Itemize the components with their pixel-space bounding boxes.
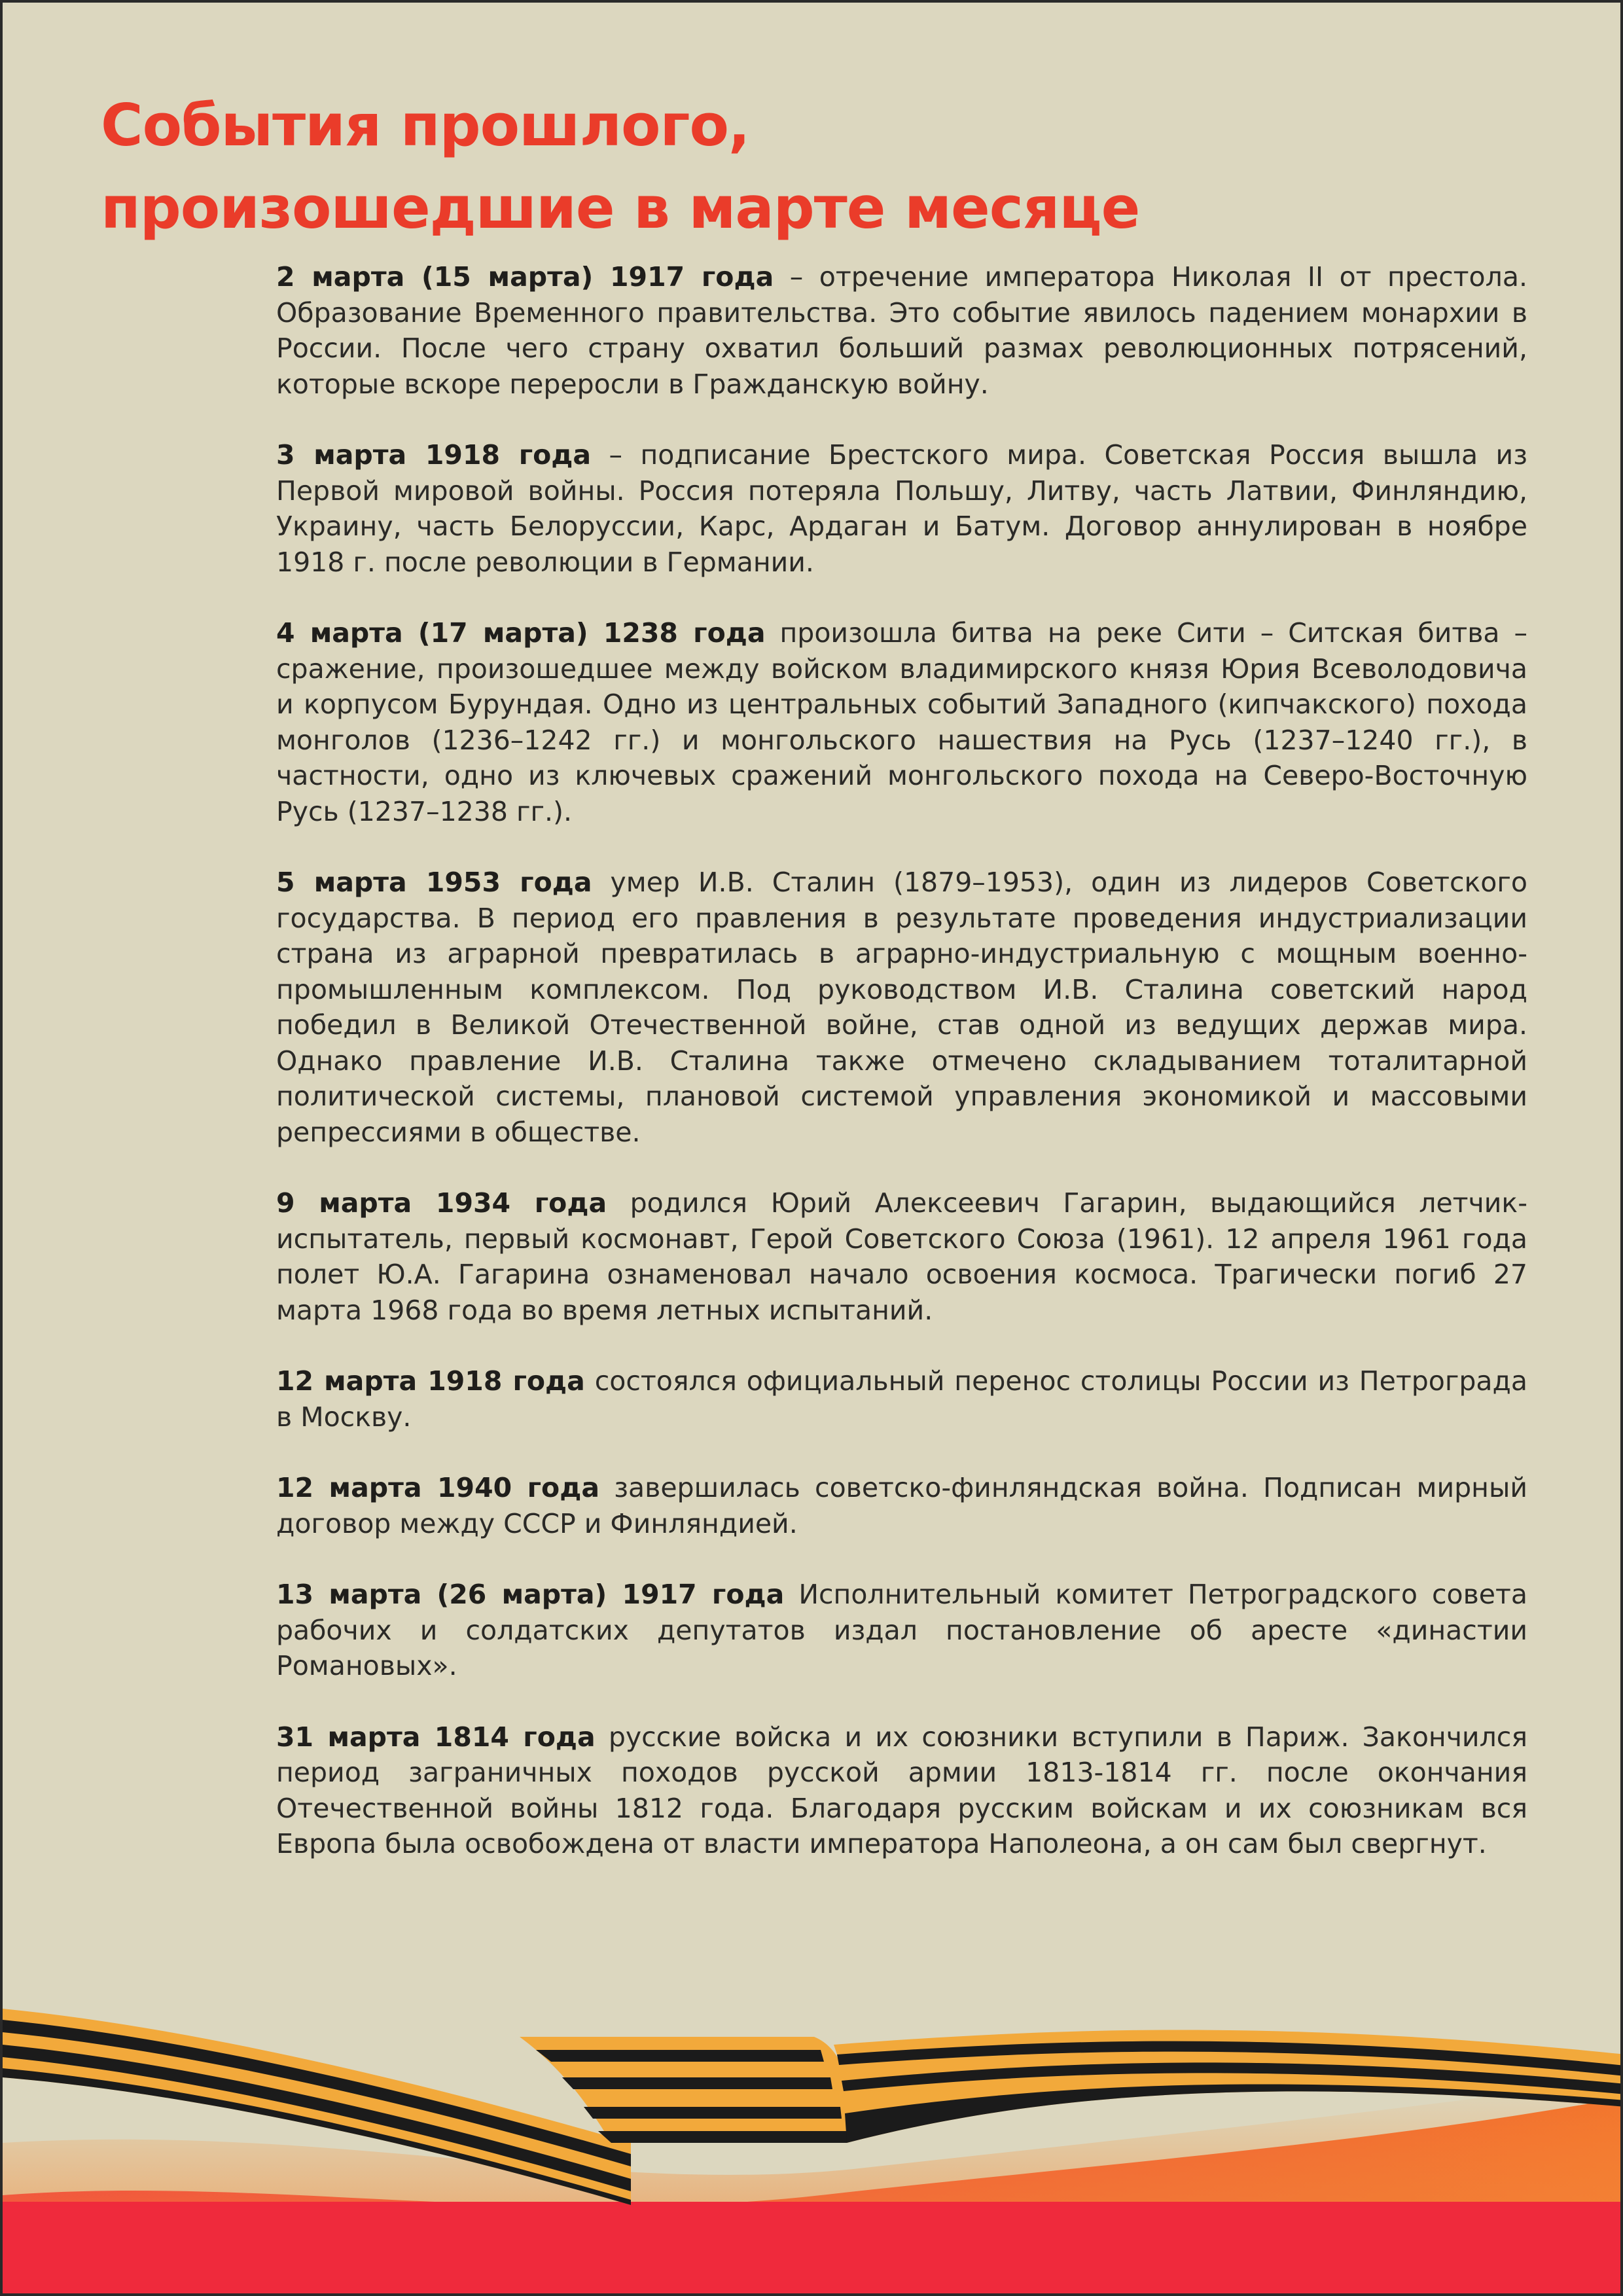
event-text: завершилась советско-финляндская война. Подписан мирный договор между СССР и Финляндией. [276,1472,1527,1539]
st-george-ribbon-icon [3,1979,1623,2296]
event-date: 3 марта 1918 года [276,439,592,471]
event-date: 2 марта (15 марта) 1917 года [276,261,774,293]
event-text: умер И.В. Сталин (1879–1953), один из лидеров Советского государства. В период его правления в результате проведения индустриализации страна из аграрной превратилась в аграрно-индустриальную с мощным военно-промышленным комплексом. Под руководством И.В. Сталина советский народ победил в Великой Отечественной войне, став одной из ведущих держав мира. Однако правление И.В. Сталина также отмечено складыванием тоталитарной политической системы, плановой системой управления экономикой и массовыми репрессиями в обществе. [276,867,1527,1148]
event-item [276,437,1527,580]
event-item [276,1719,1527,1862]
event-text: Исполнительный комитет Петроградского совета рабочих и солдатских депутатов издал постановление об аресте «династии Романовых». [276,1579,1528,1681]
red-band [3,2202,1623,2296]
event-text: – подписание Брестского мира. Советская Россия вышла из Первой мировой войны. Россия потеряла Польшу, Литву, часть Латвии, Финляндию, Украину, часть Белоруссии, Карс, Ардаган и Батум. Договор аннулирован в ноябре 1918 г. после революции в Германии. [276,439,1527,578]
event-text: состоялся официальный перенос столицы России из Петрограда в Москву. [276,1365,1527,1433]
event-item [276,1185,1527,1328]
event-date: 4 марта (17 марта) 1238 года [276,617,766,649]
event-item [276,1363,1527,1435]
page-title-line-1: События прошлого, [101,92,750,159]
page-title [101,84,1475,249]
event-item [276,615,1527,829]
event-text: произошла битва на реке Сити – Ситская битва – сражение, произошедшее между войском владимирского князя Юрия Всеволодовича и корпусом Бурундая. Одно из центральных событий Западного (кипчакского) похода монголов (1236–1242 гг.) и монгольского нашествия на Русь (1237–1240 гг.), в частности, одно из ключевых сражений монгольского похода на Северо-Восточную Русь (1237–1238 гг.). [276,617,1527,827]
event-item [276,865,1527,1150]
page-title-line-2: произошедшие в марте месяце [101,174,1140,242]
event-date: 9 марта 1934 года [276,1187,607,1219]
event-date: 31 марта 1814 года [276,1721,596,1753]
event-date: 12 марта 1918 года [276,1365,585,1397]
event-text: родился Юрий Алексеевич Гагарин, выдающийся летчик-испытатель, первый космонавт, Герой Советского Союза (1961). 12 апреля 1961 года полет Ю.А. Гагарина ознаменовал начало освоения космоса. Трагически погиб 27 марта 1968 года во время летных испытаний. [276,1187,1527,1326]
events-list [276,259,1527,1897]
event-item [276,259,1527,402]
event-item [276,1470,1527,1541]
event-text: русские войска и их союзники вступили в Париж. Закончился период заграничных походов русской армии 1813-1814 гг. после окончания Отечественной войны 1812 года. Благодаря русским войскам и их союзникам вся Европа была освобождена от власти императора Наполеона, а он сам был свергнут. [276,1721,1527,1859]
event-date: 13 марта (26 марта) 1917 года [276,1579,785,1610]
event-date: 5 марта 1953 года [276,867,592,898]
event-item [276,1577,1527,1684]
event-date: 12 марта 1940 года [276,1472,599,1503]
event-text: – отречение императора Николая II от престола. Образование Временного правительства. Это событие явилось падением монархии в России. После чего страну охватил больший размах революционных потрясений, которые вскоре переросли в Гражданскую войну. [276,261,1527,400]
